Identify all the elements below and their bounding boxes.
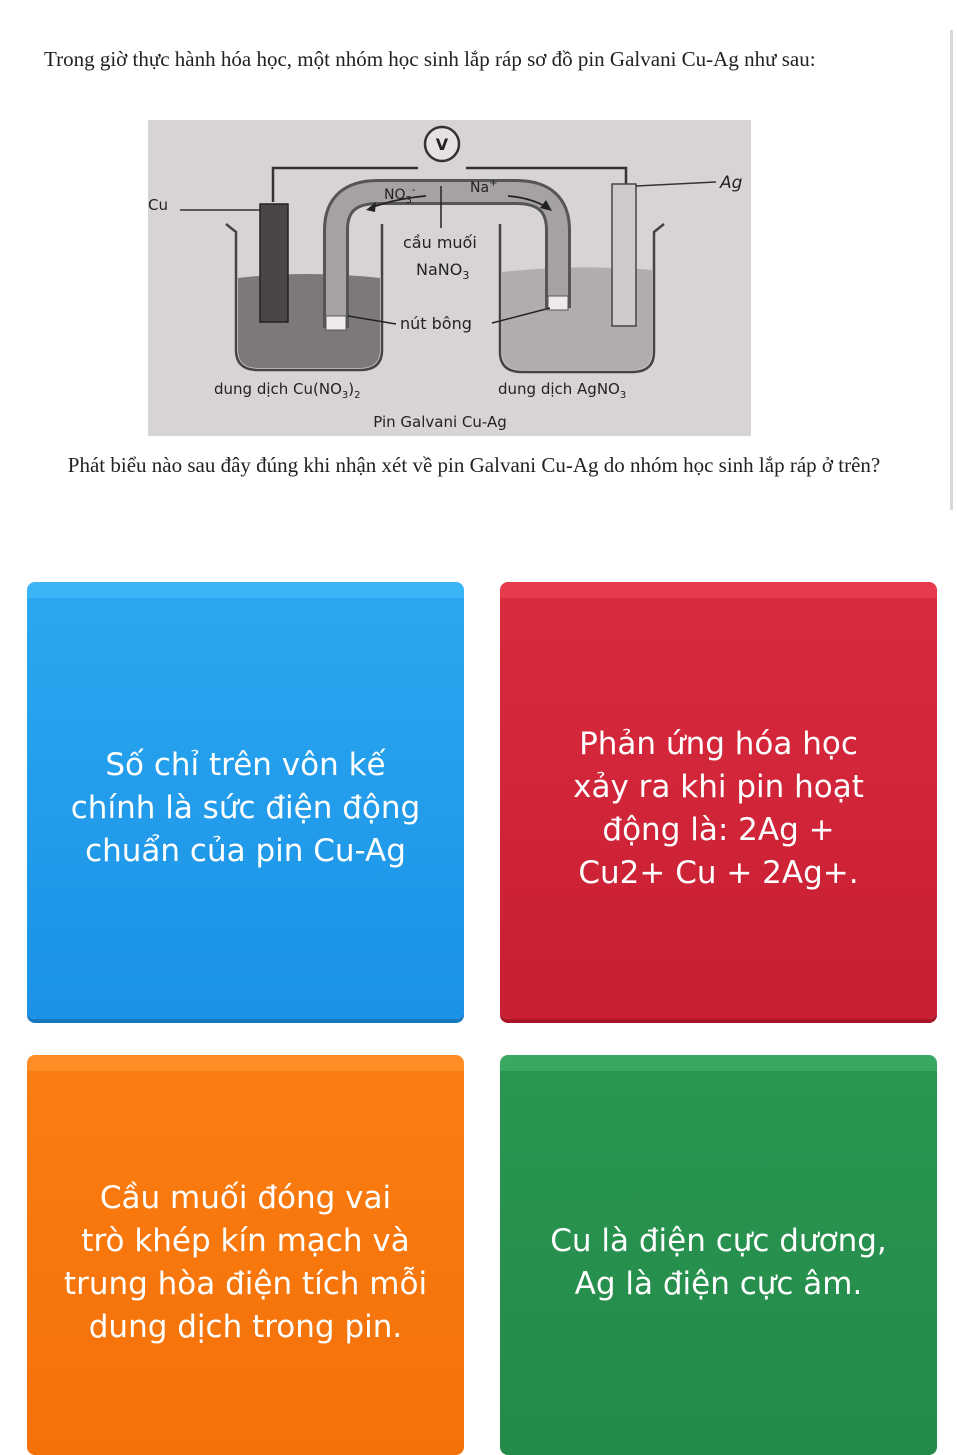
answer-option-2-text: Phản ứng hóa học xảy ra khi pin hoạt động là: 2Ag + Cu2+ Cu + 2Ag+. bbox=[573, 725, 864, 891]
left-solution-label: dung dịch $Cu(NO_3)_2$ bbox=[214, 380, 361, 401]
salt-bridge-label: cầu muối bbox=[403, 233, 477, 252]
galvanic-cell-diagram bbox=[148, 120, 751, 436]
answer-option-3[interactable] bbox=[27, 1055, 464, 1455]
question-panel bbox=[0, 0, 957, 540]
question-prompt: Phát biểu nào sau đây đúng khi nhận xét về pin Galvani Cu-Ag do nhóm học sinh lắp ráp ở trên? bbox=[67, 453, 881, 477]
cu-electrode-label: Cu bbox=[148, 196, 168, 214]
answer-option-4-text: Cu là điện cực dương, Ag là điện cực âm. bbox=[550, 1223, 887, 1302]
answer-option-4[interactable] bbox=[500, 1055, 937, 1455]
answer-option-1-text: Số chỉ trên vôn kế chính là sức điện động chuẩn của pin Cu-Ag bbox=[70, 747, 421, 869]
scrollbar-divider bbox=[950, 30, 953, 510]
salt-bridge-formula: NaNO$_3$ bbox=[416, 260, 470, 282]
diagram-caption: Pin Galvani Cu-Ag bbox=[373, 413, 507, 431]
anion-label: $NO_3^-$ bbox=[384, 185, 416, 206]
voltmeter-label: V bbox=[435, 135, 449, 154]
ag-electrode-label: Ag bbox=[720, 173, 743, 193]
question-intro: Trong giờ thực hành hóa học, một nhóm học sinh lắp ráp sơ đồ pin Galvani Cu-Ag như sau: bbox=[44, 47, 816, 71]
right-solution-label: dung dịch AgNO$_3$ bbox=[498, 380, 627, 401]
answer-option-1[interactable] bbox=[27, 582, 464, 1019]
cotton-plug-label: nút bông bbox=[400, 314, 472, 333]
cation-label: Na+ bbox=[470, 178, 498, 196]
answer-option-2[interactable] bbox=[500, 582, 937, 1019]
answer-option-3-text: Cầu muối đóng vai trò khép kín mạch và trung hòa điện tích mỗi dung dịch trong pin. bbox=[63, 1180, 428, 1345]
